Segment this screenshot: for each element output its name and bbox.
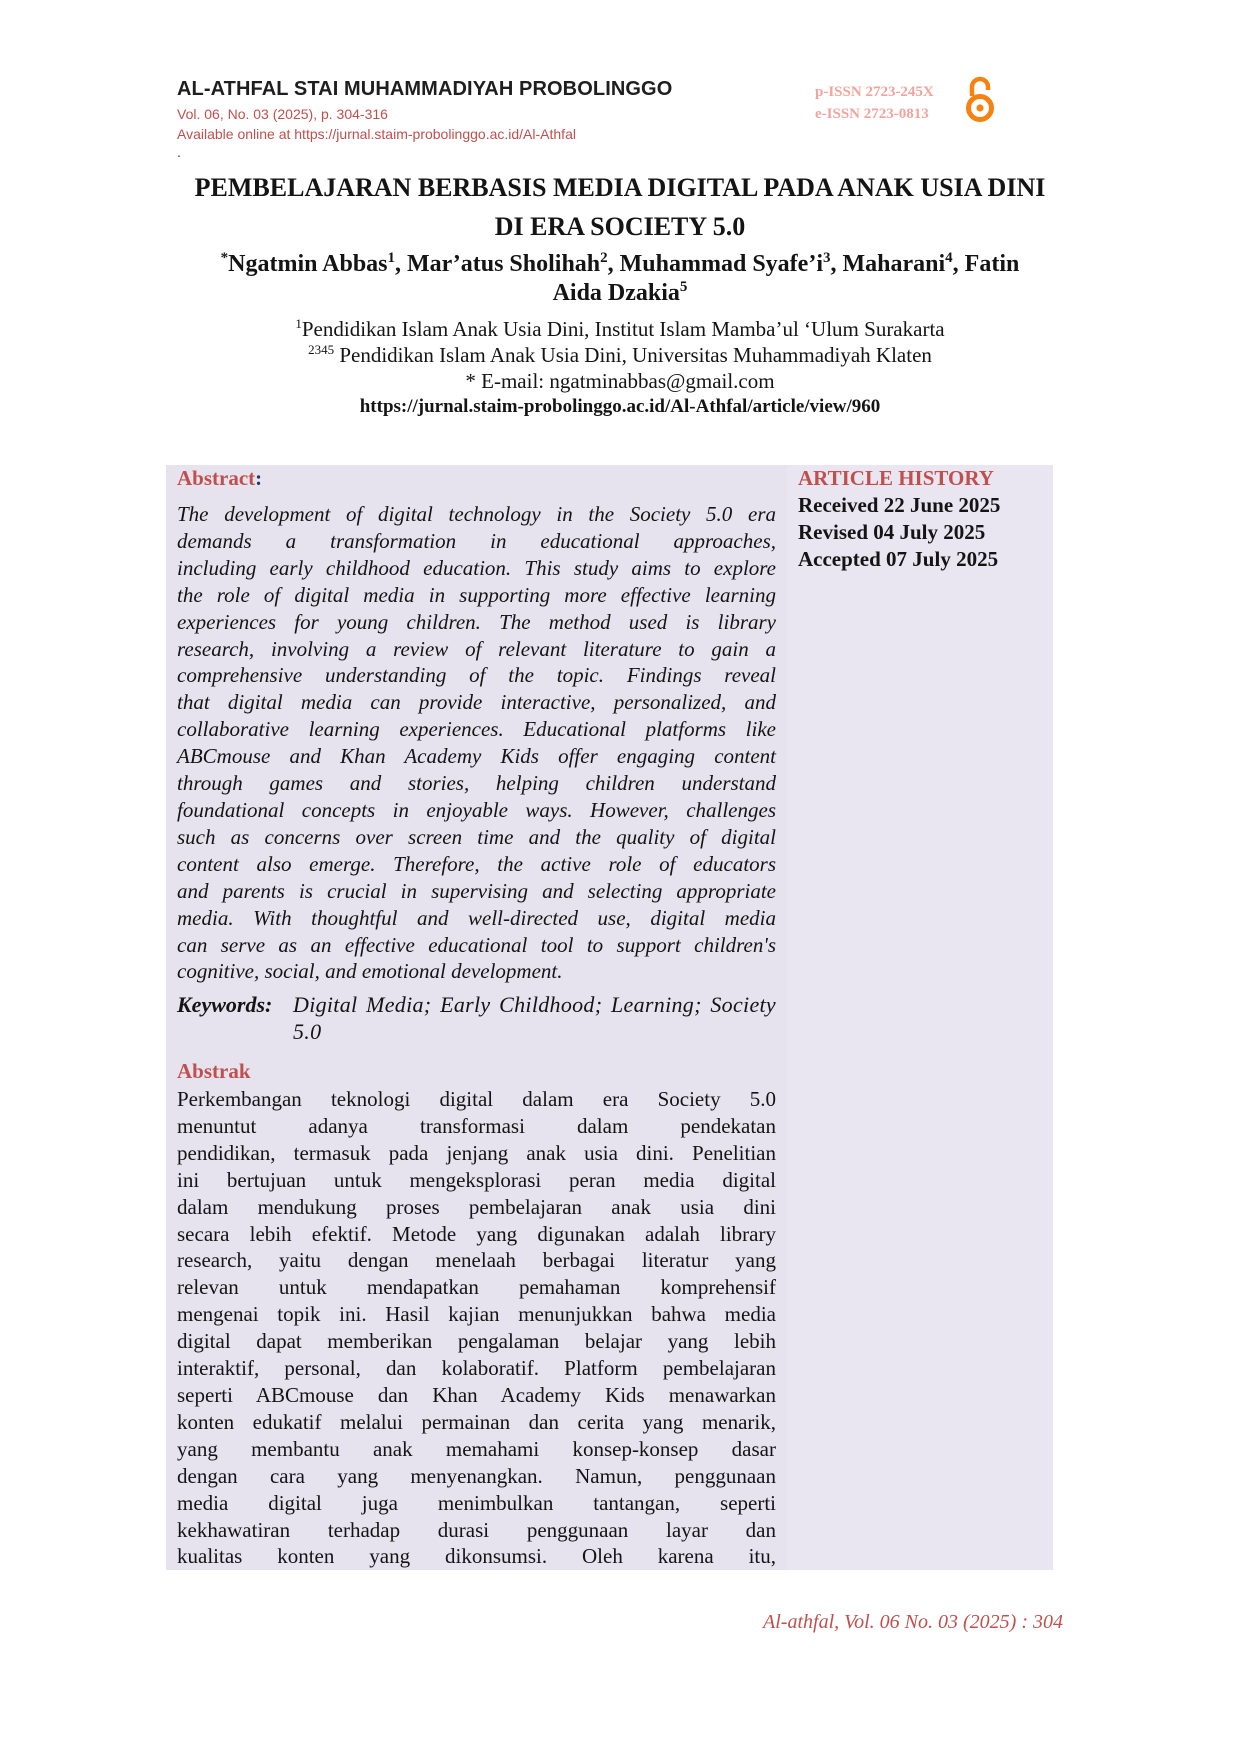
author-separator: ,: [952, 251, 959, 277]
abstrak-line: secara lebih efektif. Metode yang digunakan adalah library: [177, 1221, 776, 1246]
affiliation-text: Pendidikan Islam Anak Usia Dini, Universitas Muhammadiyah Klaten: [334, 343, 932, 367]
abstrak-line: interaktif, personal, dan kolaboratif. Platform pembelajaran: [177, 1356, 776, 1381]
abstrak-line: menuntut adanya transformasi dalam pendekatan: [177, 1113, 776, 1138]
abstract-line: experiences for young children. The method used is library: [177, 609, 776, 634]
abstrak-line: seperti ABCmouse dan Khan Academy Kids menawarkan: [177, 1382, 776, 1407]
author-separator: ,: [607, 251, 614, 277]
article-history: [798, 465, 1000, 573]
abstrak-line: konten edukatif melalui permainan dan cerita yang menarik,: [177, 1409, 776, 1434]
affiliation-marker: 2345: [308, 342, 335, 357]
title-line: PEMBELAJARAN BERBASIS MEDIA DIGITAL PADA ANAK USIA DINI: [194, 173, 1046, 202]
abstract-line: content also emerge. Therefore, the active role of educators: [177, 851, 776, 876]
open-access-icon: [964, 75, 996, 123]
abstrak-line: research, yaitu dengan menelaah berbagai literatur yang: [177, 1248, 776, 1273]
abstract-line: media. With thoughtful and well-directed use, digital media: [177, 905, 776, 930]
abstract-line: The development of digital technology in the Society 5.0 era: [177, 502, 776, 526]
abstrak-line: dalam mendukung proses pembelajaran anak usia dini: [177, 1194, 776, 1219]
open-access-lock-icon: [964, 75, 996, 123]
journal-name: AL-ATHFAL STAI MUHAMMADIYAH PROBOLINGGO: [177, 78, 673, 100]
abstract-heading: [177, 465, 262, 492]
abstrak-line: kekhawatiran terhadap durasi penggunaan layar dan: [177, 1517, 776, 1542]
abstrak-line: yang membantu anak memahami konsep-konsep dasar: [177, 1436, 776, 1461]
author-affiliation-marker: 5: [679, 279, 688, 295]
abstrak-label: Abstrak: [177, 1059, 251, 1083]
abstract-box: [166, 465, 1053, 1570]
page-footer-citation: Al-athfal, Vol. 06 No. 03 (2025) : 304: [763, 1611, 1063, 1633]
abstract-line: collaborative learning experiences. Educational platforms like: [177, 717, 776, 742]
separator-dot: .: [177, 144, 181, 160]
author-list: [0, 250, 1240, 308]
abstrak-line: ini bertujuan untuk mengeksplorasi peran media digital: [177, 1167, 776, 1192]
abstract-label: Abstract: [177, 466, 256, 490]
author-affiliation-marker: 3: [823, 250, 831, 266]
received-date: Received 22 June 2025: [798, 493, 1001, 517]
abstract-line: including early childhood education. This study aims to explore: [177, 555, 776, 580]
keywords: [177, 992, 776, 1046]
author-name: Maharani: [842, 251, 946, 277]
abstract-line: ABCmouse and Khan Academy Kids offer engaging content: [177, 744, 776, 769]
author-name-part: Aida Dzakia: [552, 280, 680, 306]
abstrak-text: [177, 1086, 776, 1570]
p-issn: p-ISSN 2723-245X: [815, 84, 934, 100]
affiliation-1: [0, 316, 1240, 342]
revised-date: Revised 04 July 2025: [798, 520, 986, 544]
article-title: [0, 168, 1240, 246]
author-name: Mar’atus Sholihah: [407, 251, 601, 277]
article-history-heading: ARTICLE HISTORY: [798, 466, 994, 490]
abstrak-line: Perkembangan teknologi digital dalam era Society 5.0: [177, 1087, 776, 1111]
affiliation-block: [0, 316, 1240, 420]
abstrak-line: relevan untuk mendapatkan pemahaman komprehensif: [177, 1275, 776, 1300]
article-history-column: [787, 465, 1053, 1570]
abstrak-line: digital dapat memberikan pengalaman belajar yang lebih: [177, 1329, 776, 1354]
abstract-line: that digital media can provide interactive, personalized, and: [177, 690, 776, 715]
abstrak-line: kualitas konten yang dikonsumsi. Oleh karena itu,: [177, 1544, 776, 1569]
abstract-line: foundational concepts in enjoyable ways. However, challenges: [177, 797, 776, 822]
abstract-line: such as concerns over screen time and the quality of digital: [177, 824, 776, 849]
available-online-link[interactable]: Available online at https://jurnal.staim-probolinggo.ac.id/Al-Athfal: [177, 126, 576, 142]
affiliation-2: [0, 342, 1240, 368]
abstrak-line: pendidikan, termasuk pada jenjang anak usia dini. Penelitian: [177, 1140, 776, 1165]
abstract-line: and parents is crucial in supervising and selecting appropriate: [177, 878, 776, 903]
abstract-line: can serve as an effective educational tool to support children's: [177, 932, 776, 957]
keywords-text: Digital Media; Early Childhood; Learning; Society 5.0: [293, 992, 776, 1044]
abstract-line: through games and stories, helping children understand: [177, 771, 776, 796]
corresponding-author-mark: *: [220, 250, 229, 266]
accepted-date: Accepted 07 July 2025: [798, 547, 999, 571]
abstract-line: comprehensive understanding of the topic. Findings reveal: [177, 663, 776, 688]
title-line: DI ERA SOCIETY 5.0: [494, 212, 746, 241]
affiliation-marker: 1: [295, 316, 302, 331]
abstract-label-colon: :: [255, 466, 263, 490]
article-url-link[interactable]: https://jurnal.staim-probolinggo.ac.id/Al-Athfal/article/view/960: [359, 396, 881, 417]
author-separator: ,: [830, 251, 837, 277]
abstrak-line: mengenai topik ini. Hasil kajian menunjukkan bahwa media: [177, 1302, 776, 1327]
abstrak-line: media digital juga menimbulkan tantangan, seperti: [177, 1490, 776, 1515]
abstract-line: cognitive, social, and emotional development.: [177, 959, 563, 984]
author-affiliation-marker: 2: [600, 250, 608, 266]
abstract-line: research, involving a review of relevant literature to gain a: [177, 636, 776, 661]
author-line: [0, 250, 1240, 279]
keywords-label: Keywords:: [177, 992, 273, 1017]
author-affiliation-marker: 4: [945, 250, 953, 266]
author-affiliation-marker: 1: [387, 250, 396, 266]
abstrak-line: dengan cara yang menyenangkan. Namun, penggunaan: [177, 1463, 776, 1488]
affiliation-text: Pendidikan Islam Anak Usia Dini, Institut Islam Mamba’ul ‘Ulum Surakarta: [301, 317, 945, 341]
abstract-line: demands a transformation in educational approaches,: [177, 528, 776, 553]
author-line: [0, 279, 1240, 308]
author-name: Muhammad Syafe’i: [619, 251, 823, 277]
author-separator: ,: [395, 251, 402, 277]
author-name: Ngatmin Abbas: [228, 251, 388, 277]
abstract-text: [177, 501, 776, 985]
e-issn: e-ISSN 2723-0813: [815, 106, 929, 122]
abstract-line: the role of digital media in supporting more effective learning: [177, 582, 776, 607]
corresponding-email[interactable]: * E-mail: ngatminabbas@gmail.com: [465, 369, 775, 393]
volume-info: Vol. 06, No. 03 (2025), p. 304-316: [177, 106, 388, 122]
author-name-part: Fatin: [964, 251, 1020, 277]
